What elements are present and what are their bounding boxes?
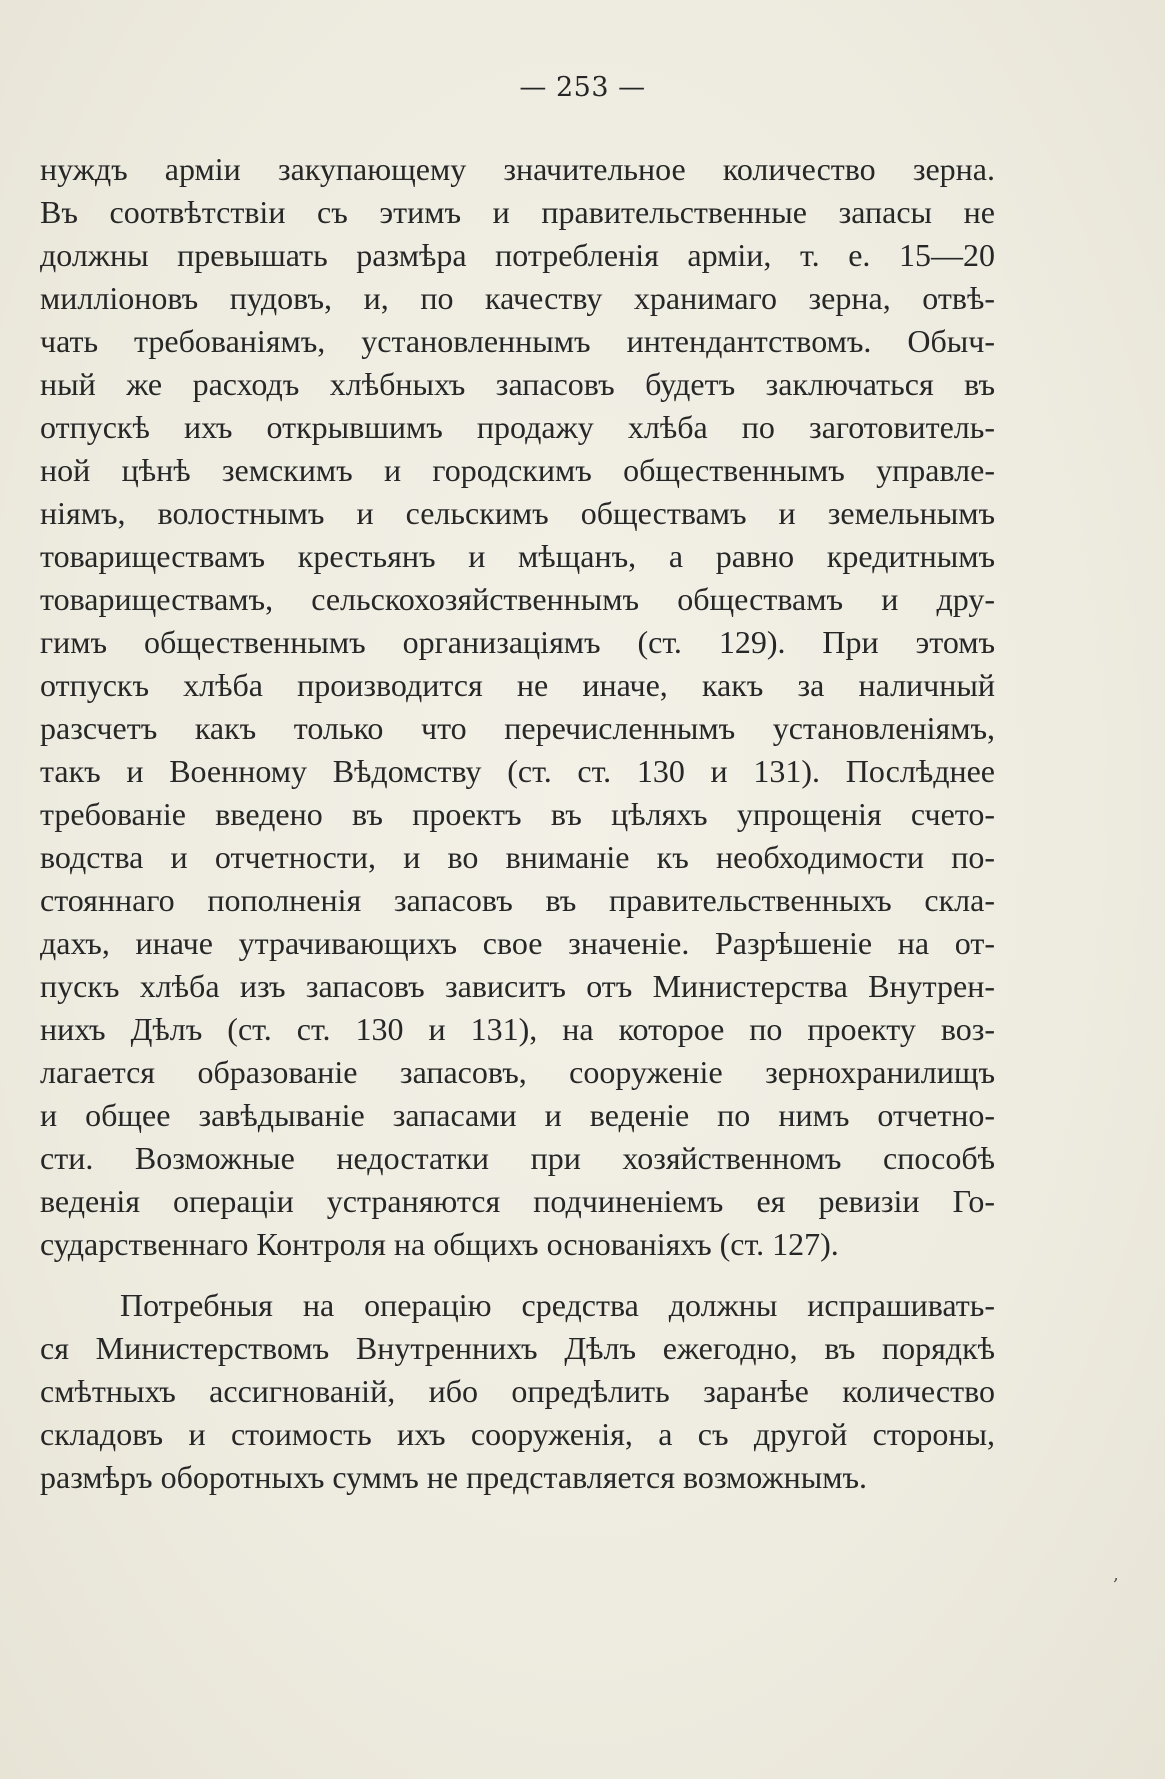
text-line: ся Министерствомъ Внутреннихъ Дѣлъ ежегодно, въ порядкѣ <box>40 1330 995 1366</box>
text-line: смѣтныхъ ассигнованій, ибо опредѣлить заранѣе количество <box>40 1373 995 1409</box>
text-line: разсчетъ какъ только что перечисленнымъ установленіямъ, <box>40 710 995 746</box>
text-line: нуждъ арміи закупающему значительное количество зерна. <box>40 151 995 187</box>
paragraph-1 <box>40 148 995 1266</box>
text-line: Потребныя на операцію средства должны испрашивать- <box>120 1287 995 1323</box>
text-line: ной цѣнѣ земскимъ и городскимъ общественнымъ управле- <box>40 452 995 488</box>
text-line: должны превышать размѣра потребленія арміи, т. е. 15—20 <box>40 237 995 273</box>
text-line: веденія операціи устраняются подчиненіемъ ея ревизіи Го- <box>40 1183 995 1219</box>
page-number: — 253 — <box>519 72 646 103</box>
text-line: ніямъ, волостнымъ и сельскимъ обществамъ и земельнымъ <box>40 495 995 531</box>
text-line: гимъ общественнымъ организаціямъ (ст. 129). При этомъ <box>40 624 995 660</box>
text-line: лагается образованіе запасовъ, сооруженіе зернохранилищъ <box>40 1054 995 1090</box>
paragraph-2 <box>40 1284 995 1499</box>
text-line: и общее завѣдываніе запасами и веденіе по нимъ отчетно- <box>40 1097 995 1133</box>
text-line: ный же расходъ хлѣбныхъ запасовъ будетъ заключаться въ <box>40 366 995 402</box>
text-line: дахъ, иначе утрачивающихъ свое значеніе. Разрѣшеніе на от- <box>40 925 995 961</box>
text-line: сударственнаго Контроля на общихъ основаніяхъ (ст. 127). <box>40 1226 839 1262</box>
text-line: пускъ хлѣба изъ запасовъ зависитъ отъ Министерства Внутрен- <box>40 968 995 1004</box>
text-line: милліоновъ пудовъ, и, по качеству хранимаго зерна, отвѣ- <box>40 280 995 316</box>
text-line: требованіе введено въ проектъ въ цѣляхъ упрощенія счето- <box>40 796 995 832</box>
text-line: стояннаго пополненія запасовъ въ правительственныхъ скла- <box>40 882 995 918</box>
paragraph-gap <box>40 1266 995 1284</box>
text-line: чать требованіямъ, установленнымъ интендантствомъ. Обыч- <box>40 323 995 359</box>
text-line: Въ соотвѣтствіи съ этимъ и правительственные запасы не <box>40 194 995 230</box>
text-line: водства и отчетности, и во вниманіе къ необходимости по- <box>40 839 995 875</box>
text-line: товариществамъ крестьянъ и мѣщанъ, а равно кредитнымъ <box>40 538 995 574</box>
text-line: размѣръ оборотныхъ суммъ не представляется возможнымъ. <box>40 1459 867 1495</box>
text-line: складовъ и стоимость ихъ сооруженія, а съ другой стороны, <box>40 1416 995 1452</box>
body-text <box>40 148 995 1499</box>
text-line: товариществамъ, сельскохозяйственнымъ обществамъ и дру- <box>40 581 995 617</box>
margin-mark: ‚ <box>1113 1564 1119 1585</box>
text-line: такъ и Военному Вѣдомству (ст. ст. 130 и 131). Послѣднее <box>40 753 995 789</box>
text-line: отпускъ хлѣба производится не иначе, какъ за наличный <box>40 667 995 703</box>
text-line: нихъ Дѣлъ (ст. ст. 130 и 131), на которое по проекту воз- <box>40 1011 995 1047</box>
text-line: отпускѣ ихъ открывшимъ продажу хлѣба по заготовитель- <box>40 409 995 445</box>
text-line: сти. Возможные недостатки при хозяйственномъ способѣ <box>40 1140 995 1176</box>
